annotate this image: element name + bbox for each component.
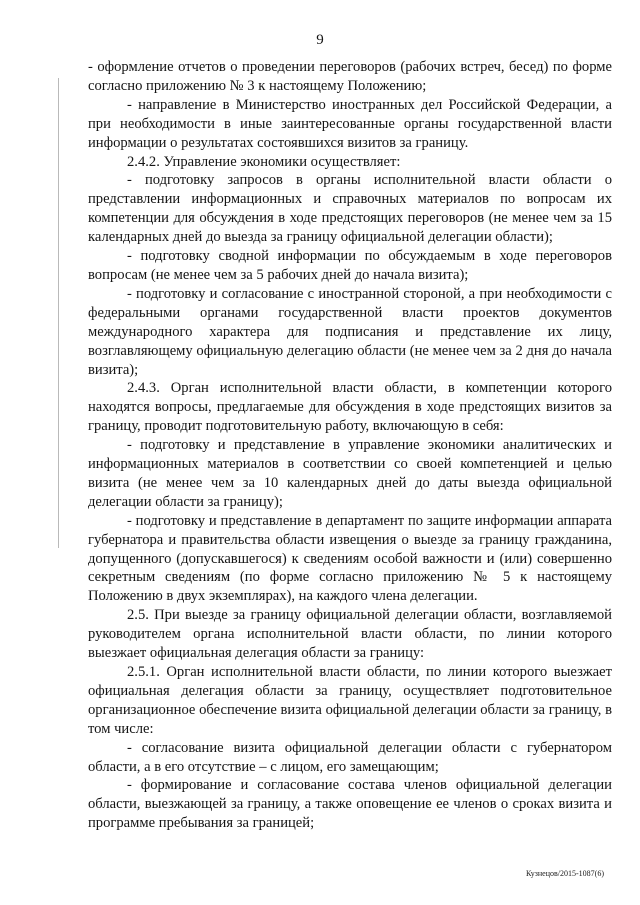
- paragraph-requests-preparation: - подготовку запросов в органы исполнительной власти области о представлении информационных и справочных материалов по вопросам их компетенции для обсуждения в ходе предстоящих переговоров (не менее чем за 15 календарных дней до выезда за границу официальной делегации области);: [88, 172, 612, 246]
- paragraph-security-notice: - подготовку и представление в департамент по защите информации аппарата губернатора и правительства области извещения о выезде за границу гражданина, допущенного (допускавшегося) к сведениям особой важности и (или) совершенно секретным сведениям (по форме согласно приложению № 5 к настоящему Положению в двух экземплярах), на каждого члена делегации.: [88, 512, 612, 605]
- document-body: [88, 58, 612, 833]
- paragraph-reports-form: - оформление отчетов о проведении переговоров (рабочих встреч, бесед) по форме согласно приложению № 3 к настоящему Положению;: [88, 59, 612, 94]
- paragraph-governor-approval: - согласование визита официальной делегации области с губернатором области, а в его отсутствие – с лицом, его замещающим;: [88, 739, 612, 775]
- paragraph-documents-coordination: - подготовку и согласование с иностранной стороной, а при необходимости с федеральными органами государственной власти проектов документов международного характера для подписания и представление их лицу, возглавляющему официальную делегацию области (не менее чем за 2 дня до начала визита);: [88, 285, 612, 378]
- paragraph-analytical-materials: - подготовку и представление в управление экономики аналитических и информационных материалов в соответствии со своей компетенцией и целью визита (не менее чем за 10 календарных дней до даты выезда официальной делегации области за границу);: [88, 437, 612, 510]
- paragraph-2-4-2-heading: 2.4.2. Управление экономики осуществляет:: [127, 153, 401, 170]
- page-number: 9: [316, 32, 324, 48]
- paragraph-summary-info: - подготовку сводной информации по обсуждаемым в ходе переговоров вопросам (не менее чем за 5 рабочих дней до начала визита);: [88, 248, 612, 283]
- margin-rule: [58, 78, 59, 548]
- paragraph-delegation-composition: - формирование и согласование состава членов официальной делегации области, выезжающей за границу, а также оповещение ее членов о сроках визита и программе пребывания за границей;: [88, 777, 612, 832]
- paragraph-2-5-1: 2.5.1. Орган исполнительной власти области, по линии которого выезжает официальная делегация области за границу, осуществляет подготовительное организационное обеспечение визита официальной делегации области за границу, в том числе:: [88, 664, 612, 737]
- paragraph-2-4-3: 2.4.3. Орган исполнительной власти области, в компетенции которого находятся вопросы, предлагаемые для обсуждения в ходе предстоящих визитов за границу, проводит подготовительную работу, включающую в себя:: [88, 380, 612, 435]
- paragraph-2-5: 2.5. При выезде за границу официальной делегации области, возглавляемой руководителем органа исполнительной власти области, по линии которого выезжает официальная делегация области за границу:: [88, 607, 612, 662]
- paragraph-mfa-direction: - направление в Министерство иностранных дел Российской Федерации, а при необходимости в иные заинтересованные органы государственной власти информации о результатах состоявшихся визитов за границу.: [88, 96, 612, 151]
- footer-document-code: Кузнецов/2015-1087(6): [526, 869, 604, 878]
